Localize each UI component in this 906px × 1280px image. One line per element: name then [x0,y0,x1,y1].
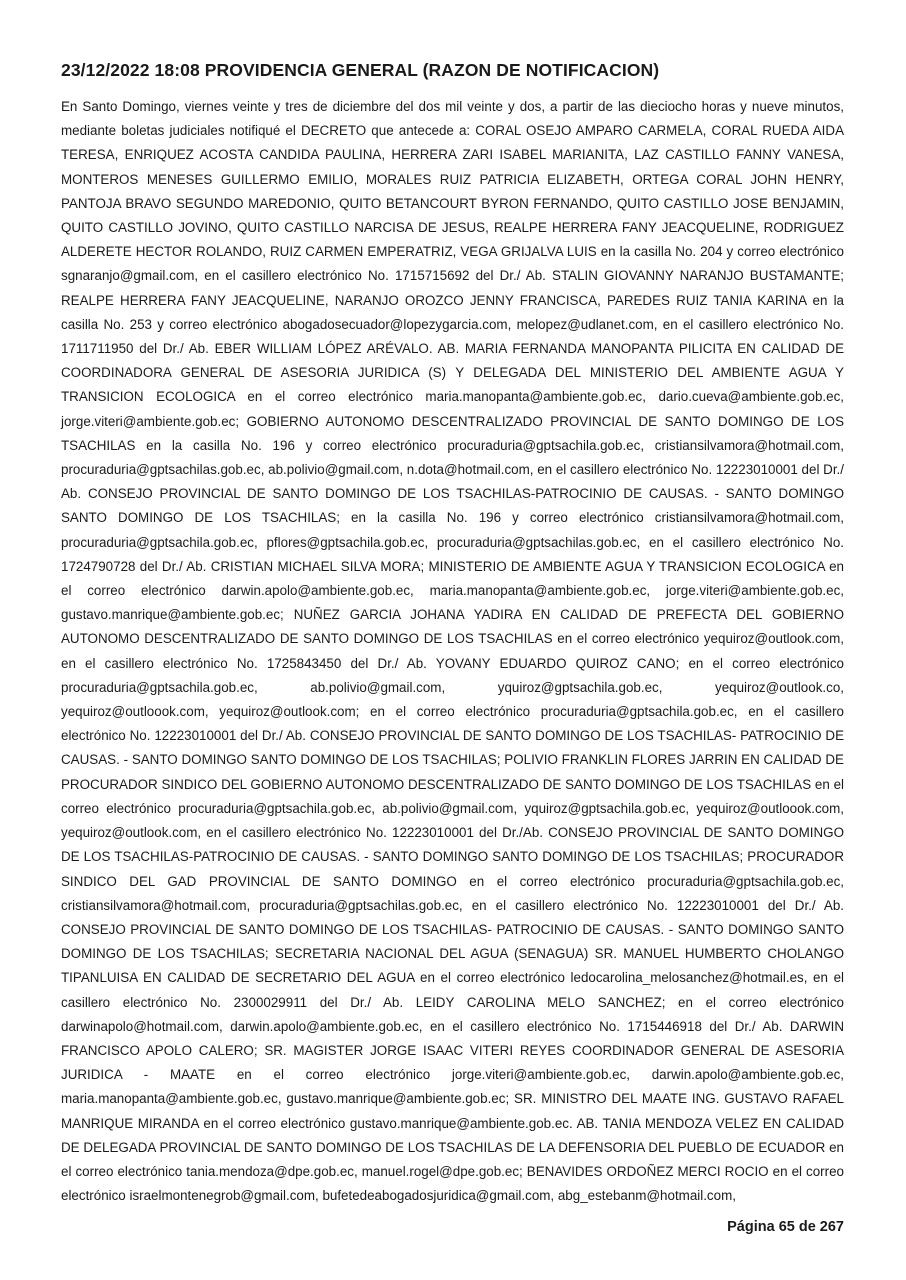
document-page [61,60,844,1208]
document-title: 23/12/2022 18:08 PROVIDENCIA GENERAL (RAZON DE NOTIFICACION) [61,60,660,80]
notification-body-text: En Santo Domingo, viernes veinte y tres de diciembre del dos mil veinte y dos, a partir de las dieciocho horas y nueve minutos, mediante boletas judiciales notifiqué el DECRETO que antecede a: CORAL OSEJO AMPARO CARMELA, CORAL RUEDA AIDA TERESA, ENRIQUEZ ACOSTA CANDIDA PAULINA, HERRERA ZARI ISABEL MARIANITA, LAZ CASTILLO FANNY VANESA, MONTEROS MENESES GUILLERMO EMILIO, MORALES RUIZ PATRICIA ELIZABETH, ORTEGA CORAL JOHN HENRY, PANTOJA BRAVO SEGUNDO MAREDONIO, QUITO BETANCOURT BYRON FERNANDO, QUITO CASTILLO JOSE BENJAMIN, QUITO CASTILLO JOVINO, QUITO CASTILLO NARCISA DE JESUS, REALPE HERRERA FANY JEACQUELINE, RODRIGUEZ ALDERETE HECTOR ROLANDO, RUIZ CARMEN EMPERATRIZ, VEGA GRIJALVA LUIS en la casilla No. 204 y correo electrónico sgnaranjo@gmail.com, en el casillero electrónico No. 1715715692 del Dr./ Ab. STALIN GIOVANNY NARANJO BUSTAMANTE; REALPE HERRERA FANY JEACQUELINE, NARANJO OROZCO JENNY FRANCISCA, PAREDES RUIZ TANIA KARINA en la casilla No. 253 y correo electrónico abogadosecuador@lopezygarcia.com, melopez@udlanet.com, en el casillero electrónico No. 1711711950 del Dr./ Ab. EBER WILLIAM LÓPEZ ARÉVALO. AB. MARIA FERNANDA MANOPANTA PILICITA EN CALIDAD DE COORDINADORA GENERAL DE ASESORIA JURIDICA (S) Y DELEGADA DEL MINISTERIO DEL AMBIENTE AGUA Y TRANSICION ECOLOGICA en el correo electrónico maria.manopanta@ambiente.gob.ec, dario.cueva@ambiente.gob.ec, jorge.viteri@ambiente.gob.ec; GOBIERNO AUTONOMO DESCENTRALIZADO PROVINCIAL DE SANTO DOMINGO DE LOS TSACHILAS en la casilla No. 196 y correo electrónico procuraduria@gptsachila.gob.ec, cristiansilvamora@hotmail.com, procuraduria@gptsachilas.gob.ec, ab.polivio@gmail.com, n.dota@hotmail.com, en el casillero electrónico No. 12223010001 del Dr./ Ab. CONSEJO PROVINCIAL DE SANTO DOMINGO DE LOS TSACHILAS-PATROCINIO DE CAUSAS. - SANTO DOMINGO SANTO DOMINGO DE LOS TSACHILAS; en la casilla No. 196 y correo electrónico cristiansilvamora@hotmail.com, procuraduria@gptsachila.gob.ec, pflores@gptsachila.gob.ec, procuraduria@gptsachilas.gob.ec, en el casillero electrónico No. 1724790728 del Dr./ Ab. CRISTIAN MICHAEL SILVA MORA; MINISTERIO DE AMBIENTE AGUA Y TRANSICION ECOLOGICA en el correo electrónico darwin.apolo@ambiente.gob.ec, maria.manopanta@ambiente.gob.ec, jorge.viteri@ambiente.gob.ec, gustavo.manrique@ambiente.gob.ec; NUÑEZ GARCIA JOHANA YADIRA EN CALIDAD DE PREFECTA DEL GOBIERNO AUTONOMO DESCENTRALIZADO DE SANTO DOMINGO DE LOS TSACHILAS en el correo electrónico yequiroz@outlook.com, en el casillero electrónico No. 1725843450 del Dr./ Ab. YOVANY EDUARDO QUIROZ CANO; en el correo electrónico procuraduria@gptsachila.gob.ec, ab.polivio@gmail.com, yquiroz@gptsachila.gob.ec, yequiroz@outlook.co, yequiroz@outloook.com, yequiroz@outlook.com; en el correo electrónico procuraduria@gptsachila.gob.ec, en el casillero electrónico No. 12223010001 del Dr./ Ab. CONSEJO PROVINCIAL DE SANTO DOMINGO DE LOS TSACHILAS- PATROCINIO DE CAUSAS. - SANTO DOMINGO SANTO DOMINGO DE LOS TSACHILAS; POLIVIO FRANKLIN FLORES JARRIN EN CALIDAD DE PROCURADOR SINDICO DEL GOBIERNO AUTONOMO DESCENTRALIZADO DE SANTO DOMINGO DE LOS TSACHILAS en el correo electrónico procuraduria@gptsachila.gob.ec, ab.polivio@gmail.com, yquiroz@gptsachila.gob.ec, yequiroz@outloook.com, yequiroz@outlook.com, en el casillero electrónico No. 12223010001 del Dr./Ab. CONSEJO PROVINCIAL DE SANTO DOMINGO DE LOS TSACHILAS-PATROCINIO DE CAUSAS. - SANTO DOMINGO SANTO DOMINGO DE LOS TSACHILAS; PROCURADOR SINDICO DEL GAD PROVINCIAL DE SANTO DOMINGO en el correo electrónico procuraduria@gptsachila.gob.ec, cristiansilvamora@hotmail.com, procuraduria@gptsachilas.gob.ec, en el casillero electrónico No. 12223010001 del Dr./ Ab. CONSEJO PROVINCIAL DE SANTO DOMINGO DE LOS TSACHILAS- PATROCINIO DE CAUSAS. - SANTO DOMINGO SANTO DOMINGO DE LOS TSACHILAS; SECRETARIA NACIONAL DEL AGUA (SENAGUA) SR. MANUEL HUMBERTO CHOLANGO TIPANLUISA EN CALIDAD DE SECRETARIO DEL AGUA en el correo electrónico ledocarolina_melosanchez@hotmail.es, en el casillero electrónico No. 2300029911 del Dr./ Ab. LEIDY CAROLINA MELO SANCHEZ; en el correo electrónico darwinapolo@hotmail.com, darwin.apolo@ambiente.gob.ec, en el casillero electrónico No. 1715446918 del Dr./ Ab. DARWIN FRANCISCO APOLO CALERO; SR. MAGISTER JORGE ISAAC VITERI REYES COORDINADOR GENERAL DE ASESORIA JURIDICA - MAATE en el correo electrónico jorge.viteri@ambiente.gob.ec, darwin.apolo@ambiente.gob.ec, maria.manopanta@ambiente.gob.ec, gustavo.manrique@ambiente.gob.ec; SR. MINISTRO DEL MAATE ING. GUSTAVO RAFAEL MANRIQUE MIRANDA en el correo electrónico gustavo.manrique@ambiente.gob.ec. AB. TANIA MENDOZA VELEZ EN CALIDAD DE DELEGADA PROVINCIAL DE SANTO DOMINGO DE LOS TSACHILAS DE LA DEFENSORIA DEL PUEBLO DE ECUADOR en el correo electrónico tania.mendoza@dpe.gob.ec, manuel.rogel@dpe.gob.ec; BENAVIDES ORDOÑEZ MERCI ROCIO en el correo electrónico israelmontenegrob@gmail.com, bufetedeabogadosjuridica@gmail.com, abg_estebanm@hotmail.com, [61,99,844,1204]
page-number: Página 65 de 267 [727,1219,844,1235]
